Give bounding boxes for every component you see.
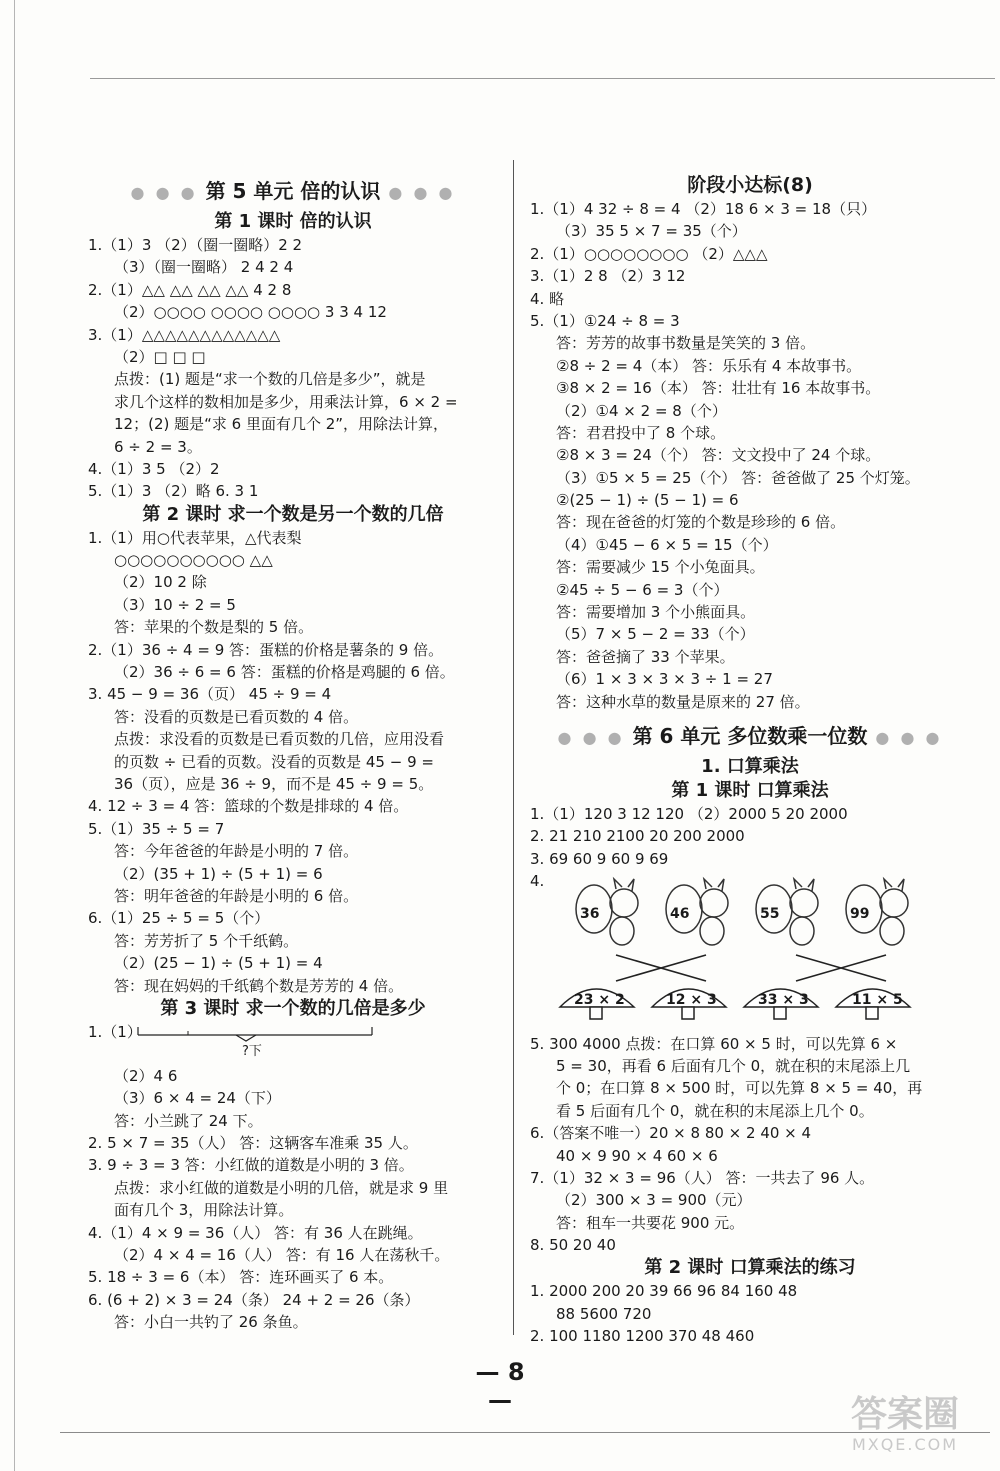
lesson-title: 第 2 课时 口算乘法的练习 <box>644 1257 856 1279</box>
squirrel-number: 46 <box>670 905 690 922</box>
hint-line: 12；(2) 题是“求 6 里面有几个 2”，用除法计算， <box>114 415 449 434</box>
answer-line: ②45 ÷ 5 − 6 = 3（个） <box>556 580 729 599</box>
hint-line: 求几个这样的数相加是多少，用乘法计算，6 × 2 = <box>114 392 458 411</box>
mushroom-expression: 23 × 2 <box>574 991 625 1008</box>
answer-line: 答：租车一共要花 900 元。 <box>556 1213 745 1232</box>
answer-line: 3. 69 60 9 60 9 69 <box>530 849 669 868</box>
lesson-answers <box>530 1280 970 1347</box>
answer-line: 答：苹果的个数是梨的 5 倍。 <box>114 618 314 637</box>
answer-line: （2）10 2 除 <box>114 573 207 592</box>
hint-line: 6 ÷ 2 = 3。 <box>114 437 202 456</box>
answer-line: ②8 × 3 = 24（个） 答：文文投中了 24 个球。 <box>556 446 881 465</box>
hint-line: 个 0；在口算 8 × 500 时，可以先算 8 × 5 = 40，再 <box>556 1079 923 1098</box>
answer-line: 7.（1）32 × 3 = 96（人） 答：一共去了 96 人。 <box>530 1168 875 1187</box>
mushroom-expression: 33 × 3 <box>758 991 809 1008</box>
number-line-caption: ?下 <box>242 1043 262 1059</box>
hint-line: 5 = 30，再看 6 后面有几个 0，就在积的末尾添上几 <box>556 1056 911 1075</box>
squirrel-mushroom-matching <box>556 873 936 1033</box>
lesson-title: 第 1 课时 倍的认识 <box>214 211 372 232</box>
answer-line: ③8 × 2 = 16（本） 答：壮壮有 16 本故事书。 <box>556 379 881 398</box>
answer-line: 2. 100 1180 1200 370 48 460 <box>530 1327 755 1346</box>
lesson-title: 第 1 课时 口算乘法 <box>671 779 829 801</box>
stage-title: 阶段小达标(8) <box>687 174 813 196</box>
answer-line: 6. (6 + 2) × 3 = 24（条） 24 + 2 = 26（条） <box>88 1290 420 1309</box>
answer-line: 4.（1）4 × 9 = 36（人） 答：有 36 人在跳绳。 <box>88 1223 423 1242</box>
answer-line: （4）①45 − 6 × 5 = 15（个） <box>556 535 778 554</box>
answer-line: 答：芳芳的故事书数量是笑笑的 3 倍。 <box>556 334 816 353</box>
answer-line: 2. 21 210 2100 20 200 2000 <box>530 827 745 846</box>
left-column <box>88 172 498 1334</box>
answer-line: 2.（1）△△ △△ △△ △△ 4 2 8 <box>88 280 292 299</box>
answer-line: 1.（1）3 （2）（圈一圈略）2 2 <box>88 236 303 254</box>
unit-6-title: 第 6 单元 多位数乘一位数 <box>632 723 868 748</box>
answer-line: 1.（1）120 3 12 120 （2）2000 5 20 2000 <box>530 804 848 823</box>
top-rule <box>90 78 995 79</box>
column-divider <box>513 160 514 1335</box>
decorative-dots: ● ● ● <box>388 183 456 202</box>
answer-line: 40 × 9 90 × 4 60 × 6 <box>556 1146 718 1165</box>
answer-line: （2）4 6 <box>114 1066 178 1085</box>
hint-line: 点拨：(1) 题是“求一个数的几倍是多少”，就是 <box>114 370 426 389</box>
answer-line: 88 5600 720 <box>556 1304 652 1323</box>
answer-line: （6）1 × 3 × 3 × 3 ÷ 1 = 27 <box>556 670 773 689</box>
answer-line: 答：芳芳折了 5 个千纸鹤。 <box>114 931 299 950</box>
section-title: 1. 口算乘法 <box>701 755 799 777</box>
watermark-url: MXQE.COM <box>851 1435 959 1454</box>
mushroom-expression: 11 × 5 <box>852 991 903 1008</box>
answer-line: 1. 2000 200 20 39 66 96 84 160 48 <box>530 1282 798 1301</box>
answer-line: （2）①4 × 2 = 8（个） <box>556 401 727 420</box>
answer-line: 5.（1）3 （2）略 6. 3 1 <box>88 482 259 501</box>
mushroom-expression: 12 × 3 <box>666 991 717 1008</box>
answer-line: 答：小兰跳了 24 下。 <box>114 1111 263 1130</box>
answer-line: 6.（1）25 ÷ 5 = 5（个） <box>88 909 270 928</box>
answer-line: （5）7 × 5 − 2 = 33（个） <box>556 625 755 644</box>
lesson-answers <box>530 803 970 1256</box>
answer-line: 5. 18 ÷ 3 = 6（本） 答：连环画买了 6 本。 <box>88 1268 394 1287</box>
answer-line: 答：爸爸摘了 33 个苹果。 <box>556 647 735 666</box>
lesson-answers <box>88 234 498 503</box>
binding-edge <box>14 0 15 1471</box>
hint-line: 的页数 ÷ 已看的页数。没看的页数是 45 − 9 = <box>114 752 434 771</box>
hint-line: 点拨：求小红做的道数是小明的几倍，就是求 9 里 <box>114 1178 449 1197</box>
number-line-figure <box>88 1021 498 1065</box>
answer-line: ②(25 − 1) ÷ (5 − 1) = 6 <box>556 491 739 510</box>
unit-5-title: 第 5 单元 倍的认识 <box>205 179 381 203</box>
answer-line: 答：现在妈妈的千纸鹤个数是芳芳的 4 倍。 <box>114 976 404 995</box>
answer-line: 5. 300 4000 点拨：在口算 60 × 5 时，可以先算 6 × <box>530 1034 898 1053</box>
answer-line: （2）(35 + 1) ÷ (5 + 1) = 6 <box>114 864 323 883</box>
lesson-title: 第 2 课时 求一个数是另一个数的几倍 <box>142 503 444 525</box>
answer-line: 2.（1）○○○○○○○○ （2）△△△ <box>530 244 768 263</box>
answer-line: 答：现在爸爸的灯笼的个数是珍珍的 6 倍。 <box>556 513 846 532</box>
answer-line: 6.（答案不唯一）20 × 8 80 × 2 40 × 4 <box>530 1124 812 1143</box>
answer-line: （2）□ □ □ <box>114 347 206 366</box>
hint-line: 点拨：求没看的页数是已看页数的几倍，应用没看 <box>114 730 445 749</box>
answer-line: ○○○○○○○○○○ △△ <box>114 551 273 570</box>
answer-line: （2）(25 − 1) ÷ (5 + 1) = 4 <box>114 954 323 973</box>
answer-line: 5.（1）35 ÷ 5 = 7 <box>88 819 225 838</box>
stage-answers <box>530 198 970 713</box>
lesson-answers <box>88 1021 498 1334</box>
answer-line: 3.（1）2 8 （2）3 12 <box>530 267 686 286</box>
watermark-chars: 答案圈 <box>850 1394 959 1435</box>
answer-line: 答：今年爸爸的年龄是小明的 7 倍。 <box>114 842 359 861</box>
answer-line: 答：需要增加 3 个小熊面具。 <box>556 603 756 622</box>
hint-line: 36（页），应是 36 ÷ 9，而不是 45 ÷ 9 = 5。 <box>114 774 434 793</box>
answer-line: （3）①5 × 5 = 25（个） 答：爸爸做了 25 个灯笼。 <box>556 468 920 487</box>
answer-line: 4.（1）3 5 （2）2 <box>88 459 220 478</box>
answer-line: ②8 ÷ 2 = 4（本） 答：乐乐有 4 本故事书。 <box>556 356 862 375</box>
answer-line: 答：君君投中了 8 个球。 <box>556 423 726 442</box>
page-number: — 8 — <box>475 1358 525 1414</box>
answer-line: 2.（1）36 ÷ 4 = 9 答：蛋糕的价格是薯条的 9 倍。 <box>88 640 444 659</box>
answer-line: 答：小白一共钓了 26 条鱼。 <box>114 1313 308 1332</box>
unit-5-heading <box>88 172 498 210</box>
decorative-dots: ● ● ● <box>875 727 943 747</box>
answer-line: （3）10 ÷ 2 = 5 <box>114 595 236 614</box>
answer-line: （3）35 5 × 7 = 35（个） <box>556 222 747 241</box>
watermark-logo <box>820 1395 990 1465</box>
answer-line: （2）300 × 3 = 900（元） <box>556 1191 752 1210</box>
answer-line: （3）（圈一圈略） 2 4 2 4 <box>114 258 294 277</box>
decorative-dots: ● ● ● <box>130 183 198 202</box>
answer-line: （2）○○○○ ○○○○ ○○○○ 3 3 4 12 <box>114 303 387 322</box>
hint-line: 面有几个 3，用除法计算。 <box>114 1201 294 1220</box>
answer-line: 答：需要减少 15 个小兔面具。 <box>556 558 765 577</box>
squirrel-number: 36 <box>580 905 600 922</box>
answer-line: （2）36 ÷ 6 = 6 答：蛋糕的价格是鸡腿的 6 倍。 <box>114 663 455 682</box>
answer-line: 5.（1）①24 ÷ 8 = 3 <box>530 311 680 330</box>
answer-line: （2）4 × 4 = 16（人） 答：有 16 人在荡秋千。 <box>114 1246 450 1265</box>
lesson-answers <box>88 527 498 997</box>
unit-6-heading <box>530 717 970 755</box>
answer-line: 2. 5 × 7 = 35（人） 答：这辆客车准乘 35 人。 <box>88 1134 418 1153</box>
answer-line: 答：这种水草的数量是原来的 27 倍。 <box>556 692 810 711</box>
answer-line: （3）6 × 4 = 24（下） <box>114 1089 281 1108</box>
answer-line: 3.（1）△△△△△△△△△△△△ <box>88 325 281 344</box>
squirrel-number: 55 <box>760 905 780 922</box>
answer-line: 8. 50 20 40 <box>530 1236 616 1255</box>
answer-line: 1.（1）4 32 ÷ 8 = 4 （2）18 6 × 3 = 18（只） <box>530 200 877 218</box>
answer-line: 答：明年爸爸的年龄是小明的 6 倍。 <box>114 886 359 905</box>
decorative-dots: ● ● ● <box>557 727 625 747</box>
answer-line: 答：没看的页数是已看页数的 4 倍。 <box>114 707 359 726</box>
answer-line: 3. 45 − 9 = 36（页） 45 ÷ 9 = 4 <box>88 685 332 704</box>
right-column <box>530 172 970 1348</box>
answer-line: 1.（1）用○代表苹果，△代表梨 <box>88 528 302 547</box>
answer-line: 4. 略 <box>530 289 565 308</box>
answer-label: 1.（1） <box>88 1022 142 1041</box>
answer-line: 4. 12 ÷ 3 = 4 答：篮球的个数是排球的 4 倍。 <box>88 797 409 816</box>
answer-line: 3. 9 ÷ 3 = 3 答：小红做的道数是小明的 3 倍。 <box>88 1156 414 1175</box>
squirrel-number: 99 <box>850 905 870 922</box>
lesson-title: 第 3 课时 求一个数的几倍是多少 <box>160 997 426 1019</box>
answer-label: 4. <box>530 872 545 891</box>
hint-line: 看 5 后面有几个 0，就在积的末尾添上几个 0。 <box>556 1101 874 1120</box>
